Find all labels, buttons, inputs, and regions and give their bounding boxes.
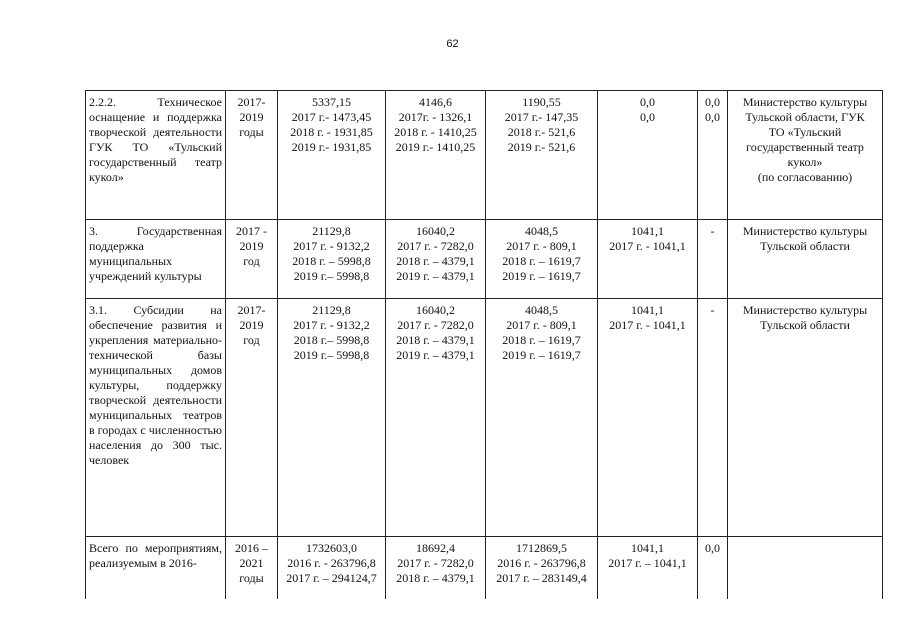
- page-number: 62: [446, 38, 459, 50]
- regional-funding-cell: 1712869,5 2016 г. - 263796,8 2017 г. – 283149,4: [486, 537, 598, 600]
- table-row-total: [86, 537, 883, 600]
- executor-cell: Министерство культуры Тульской области, ГУК ТО «Тульский государственный театр кукол» (по согласованию): [728, 91, 883, 220]
- extra-funding-cell: -: [698, 220, 728, 299]
- table-row: [86, 91, 883, 220]
- period-cell: 2017- 2019 год: [226, 299, 278, 537]
- extra-funding-cell: 0,0: [698, 537, 728, 600]
- municipal-funding-cell: 1041,1 2017 г. - 1041,1: [598, 299, 698, 537]
- executor-cell: [728, 537, 883, 600]
- period-cell: 2017 - 2019 год: [226, 220, 278, 299]
- federal-funding-cell: 16040,2 2017 г. - 7282,0 2018 г. – 4379,1 2019 г. – 4379,1: [386, 220, 486, 299]
- municipal-funding-cell: 1041,1 2017 г. – 1041,1: [598, 537, 698, 600]
- regional-funding-cell: 1190,55 2017 г.- 147,35 2018 г.- 521,6 2019 г.- 521,6: [486, 91, 598, 220]
- period-cell: 2016 – 2021 годы: [226, 537, 278, 600]
- federal-funding-cell: 18692,4 2017 г. - 7282,0 2018 г. – 4379,1: [386, 537, 486, 600]
- total-funding-cell: 21129,8 2017 г. - 9132,2 2018 г. – 5998,8 2019 г.– 5998,8: [278, 220, 386, 299]
- activity-name-cell: 3. Государственная поддержка муниципальных учреждений культуры: [86, 220, 226, 299]
- table-row: [86, 299, 883, 537]
- federal-funding-cell: 4146,6 2017г. - 1326,1 2018 г. - 1410,25 2019 г.- 1410,25: [386, 91, 486, 220]
- activity-name-cell: 2.2.2. Техническое оснащение и поддержка творческой деятельности ГУК ТО «Тульский государственный театр кукол»: [86, 91, 226, 220]
- regional-funding-cell: 4048,5 2017 г. - 809,1 2018 г. – 1619,7 2019 г. – 1619,7: [486, 220, 598, 299]
- executor-cell: Министерство культуры Тульской области: [728, 299, 883, 537]
- activity-name-cell: 3.1. Субсидии на обеспечение развития и укрепления материально-технической базы муниципальных домов культуры, поддержку творческой деятельности муниципальных театров в городах с численностью населения до 300 тыс. человек: [86, 299, 226, 537]
- municipal-funding-cell: 0,0 0,0: [598, 91, 698, 220]
- period-cell: 2017- 2019 годы: [226, 91, 278, 220]
- extra-funding-cell: -: [698, 299, 728, 537]
- activity-name-cell: Всего по мероприятиям, реализуемым в 2016-: [86, 537, 226, 600]
- extra-funding-cell: 0,0 0,0: [698, 91, 728, 220]
- executor-cell: Министерство культуры Тульской области: [728, 220, 883, 299]
- regional-funding-cell: 4048,5 2017 г. - 809,1 2018 г. – 1619,7 2019 г. – 1619,7: [486, 299, 598, 537]
- total-funding-cell: 21129,8 2017 г. - 9132,2 2018 г.– 5998,8 2019 г.– 5998,8: [278, 299, 386, 537]
- municipal-funding-cell: 1041,1 2017 г. - 1041,1: [598, 220, 698, 299]
- total-funding-cell: 1732603,0 2016 г. - 263796,8 2017 г. – 294124,7: [278, 537, 386, 600]
- program-activities-table: [85, 90, 883, 599]
- total-funding-cell: 5337,15 2017 г.- 1473,45 2018 г. - 1931,85 2019 г.- 1931,85: [278, 91, 386, 220]
- federal-funding-cell: 16040,2 2017 г. - 7282,0 2018 г. – 4379,1 2019 г. – 4379,1: [386, 299, 486, 537]
- table-row: [86, 220, 883, 299]
